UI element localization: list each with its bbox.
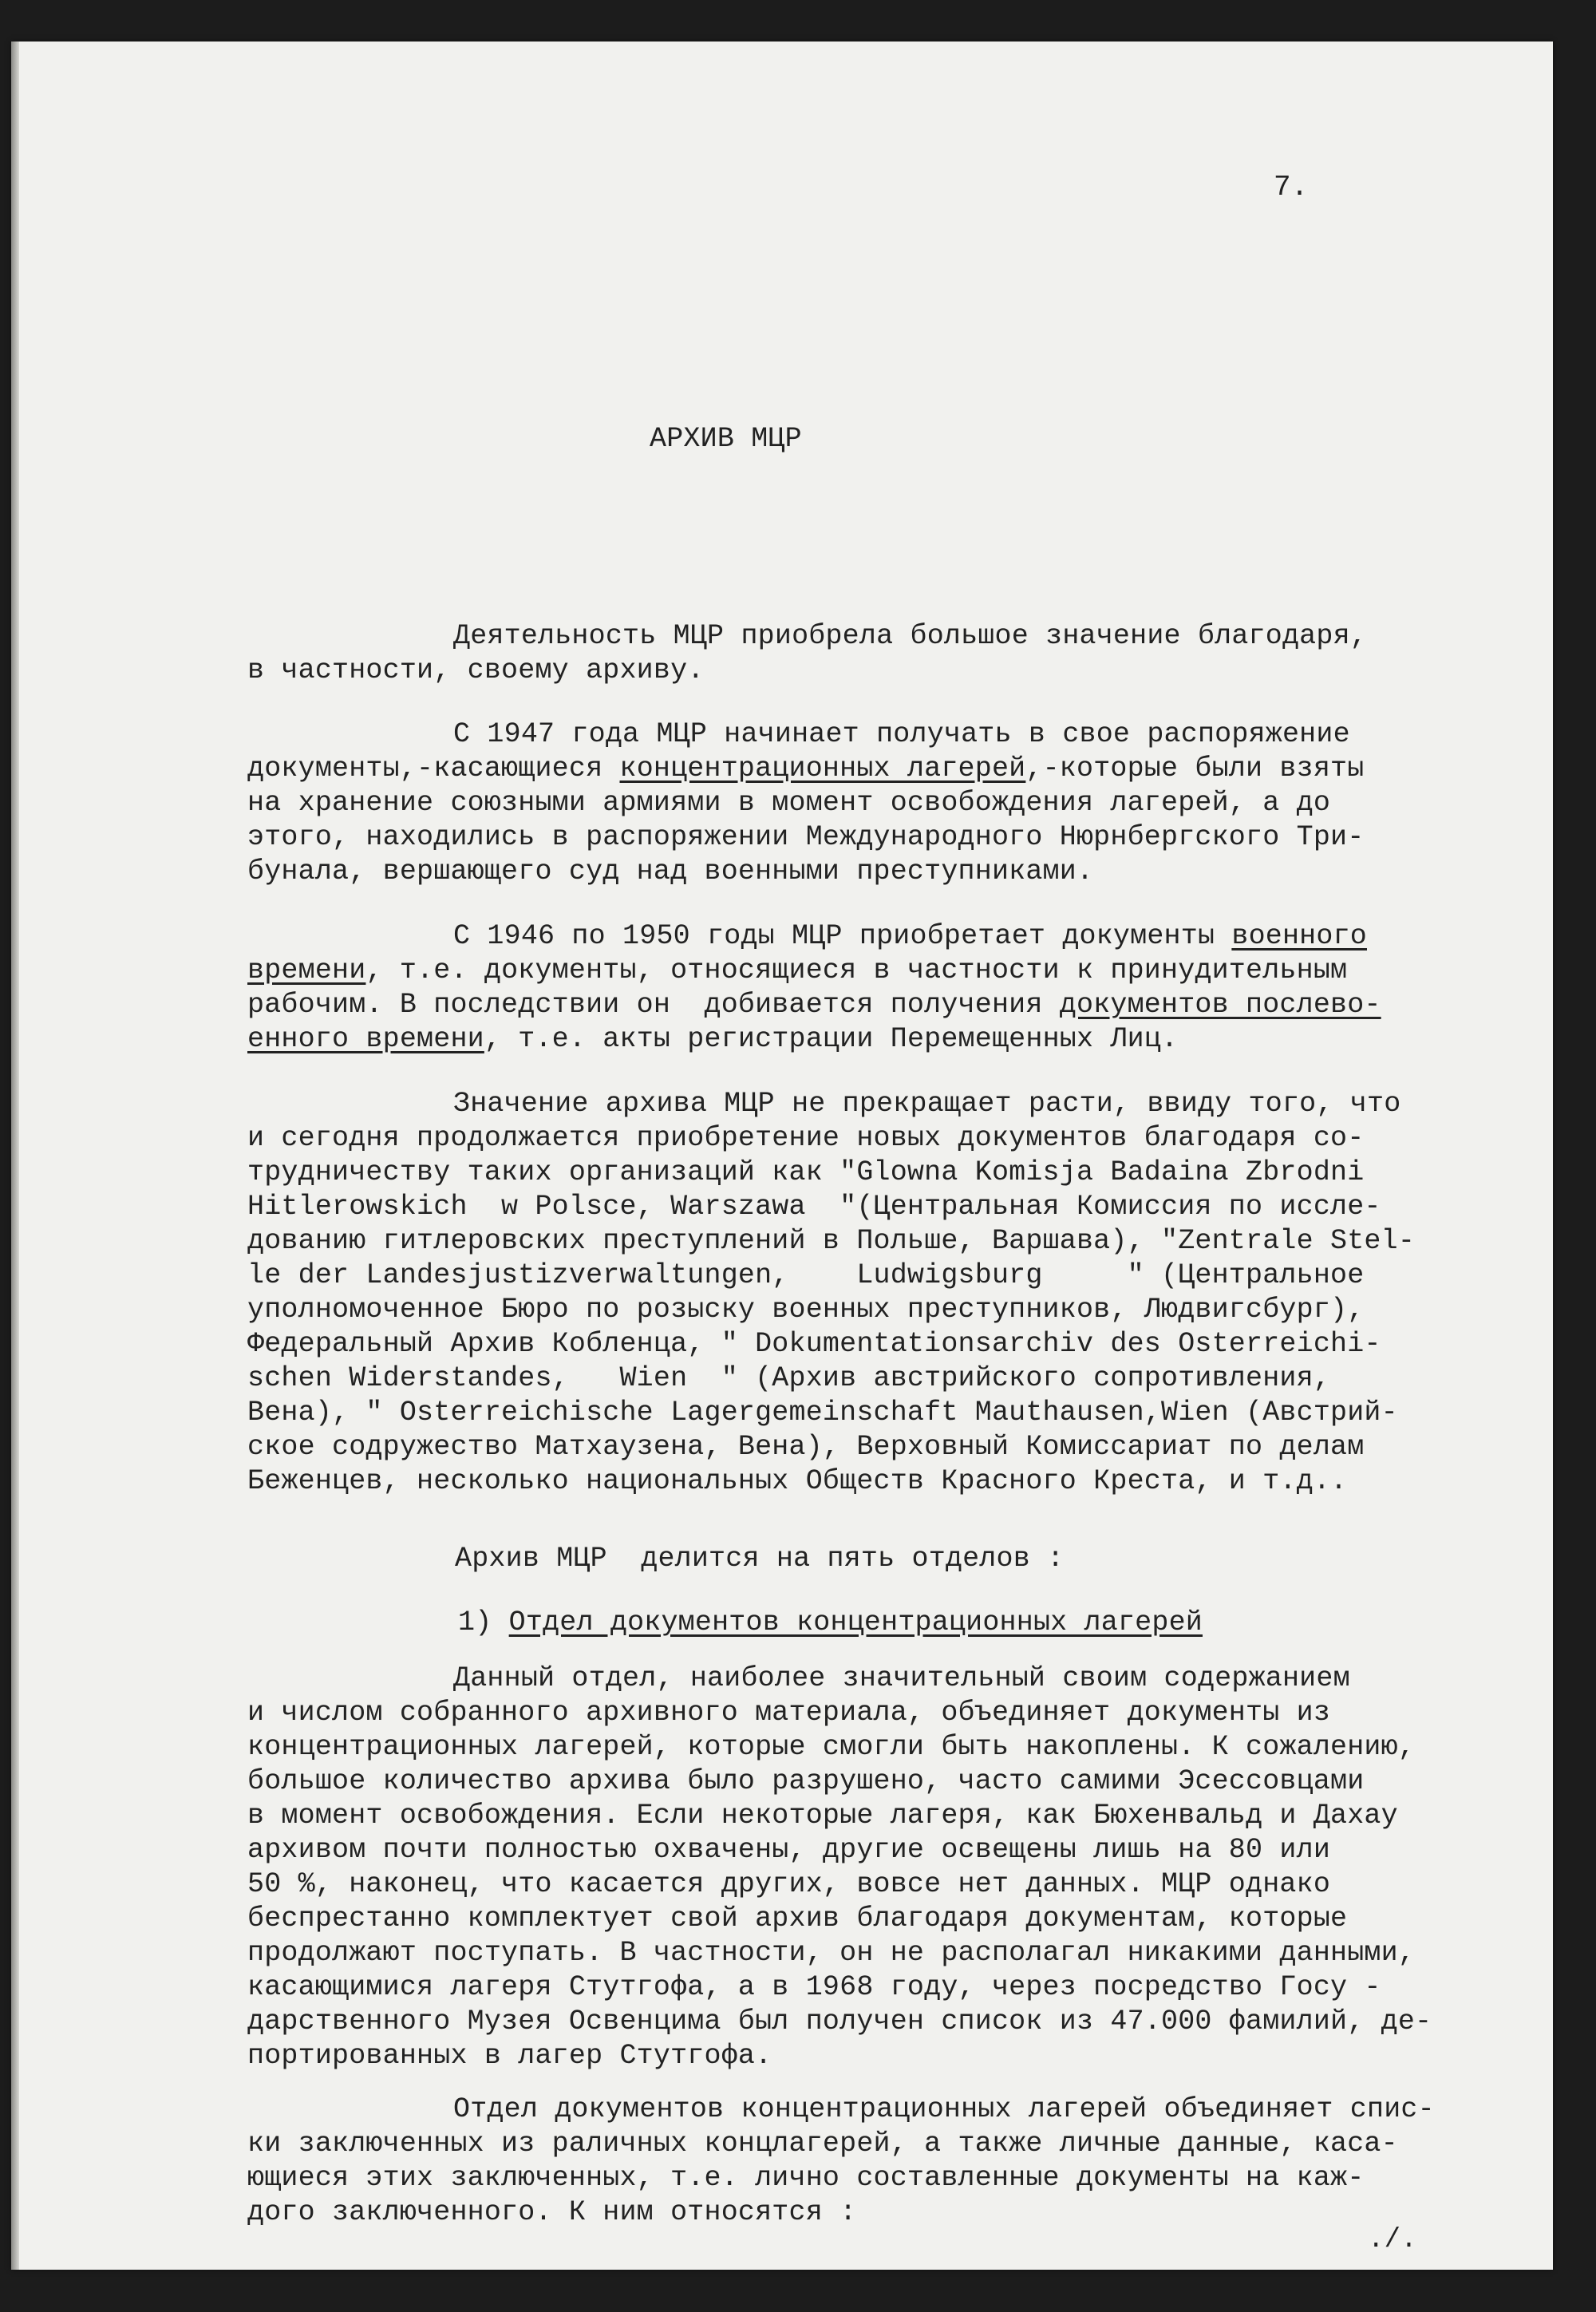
document-page (11, 41, 1553, 2270)
text-line: касающимися лагеря Стутгофа, а в 1968 году, через посредство Госу - (247, 1971, 1381, 2003)
text-line: большое количество архива было разрушено, часто самими Эсессовцами (247, 1765, 1365, 1797)
text-line: Беженцев, несколько национальных Обществ Красного Креста, и т.д.. (247, 1465, 1348, 1497)
section-number: 1) (458, 1607, 492, 1638)
text-line: Федеральный Архив Кобленца, " Dokumentationsarchiv des Osterreichi- (247, 1328, 1381, 1360)
underlined-term: времени (247, 954, 366, 986)
text-line: енного времени, т.е. акты регистрации Перемещенных Лиц. (247, 1023, 1179, 1055)
text-line: Значение архива МЦР не прекращает расти, ввиду того, что (453, 1088, 1401, 1120)
departments-intro: Архив МЦР делится на пять отделов : (455, 1543, 1065, 1575)
text-line: С 1946 по 1950 годы МЦР приобретает документы военного (453, 920, 1367, 952)
text-line: уполномоченное Бюро по розыску военных преступников, Людвигсбург), (247, 1294, 1365, 1326)
text-line: концентрационных лагерей, которые смогли быть накоплены. К сожалению, (247, 1731, 1416, 1763)
paragraph-archive-growth (247, 1087, 1524, 1499)
paragraph-department-description (247, 1662, 1524, 2073)
text-line: беспрестанно комплектует свой архив благодаря документам, которые (247, 1903, 1348, 1935)
text-line: в момент освобождения. Если некоторые лагеря, как Бюхенвальд и Дахау (247, 1800, 1398, 1832)
text-line: документы,-касающиеся концентрационных лагерей,-которые были взяты (247, 753, 1365, 784)
text-line: времени, т.е. документы, относящиеся в частности к принудительным (247, 954, 1348, 986)
text-line: на хранение союзными армиями в момент освобождения лагерей, а до (247, 787, 1331, 819)
underlined-term: енного времени (247, 1023, 484, 1055)
continuation-mark: ./. (1368, 2225, 1417, 2255)
text-line: 50 %, наконец, что касается других, вовсе нет данных. МЦР однако (247, 1868, 1331, 1900)
text-line: этого, находились в распоряжении Международного Нюрнбергского Три- (247, 821, 1365, 853)
section-title: Отдел документов концентрационных лагерей (508, 1607, 1203, 1638)
text-line: Отдел документов концентрационных лагерей объединяет спис- (453, 2093, 1435, 2125)
text-line: продолжают поступать. В частности, он не располагал никакими данными, (247, 1937, 1416, 1969)
text-line: Деятельность МЦР приобрела большое значение благодаря, (453, 620, 1367, 652)
text-line: дого заключенного. К ним относятся : (247, 2196, 857, 2228)
underlined-term: документов послево- (1059, 989, 1381, 1021)
page-number: 7. (1274, 171, 1309, 204)
text-line: дарственного Музея Освенцима был получен список из 47.000 фамилий, де- (247, 2006, 1432, 2037)
text-line: С 1947 года МЦР начинает получать в свое распоряжение (453, 718, 1350, 750)
text-line: в частности, своему архиву. (247, 654, 705, 686)
text-line: Данный отдел, наиболее значительный своим содержанием (453, 1662, 1350, 1694)
text-line: портированных в лагер Стутгофа. (247, 2040, 772, 2072)
text-line: schen Widerstandes, Wien " (Архив австрийского сопротивления, (247, 1362, 1331, 1394)
paragraph-1947 (247, 717, 1524, 889)
paragraph-intro (247, 619, 1524, 688)
text-line: рабочим. В последствии он добивается получения документов послево- (247, 989, 1381, 1021)
text-line: и числом собранного архивного материала, объединяет документы из (247, 1697, 1331, 1729)
text-line: le der Landesjustizverwaltungen, Ludwigsburg " (Центральное (247, 1259, 1365, 1291)
text-line: Вена), " Osterreichische Lagergemeinschaft Mauthausen,Wien (Австрий- (247, 1397, 1398, 1429)
paragraph-department-contents (247, 2093, 1524, 2230)
text-line: Hitlerowskich w Polsce, Warszawa "(Центральная Комиссия по иссле- (247, 1191, 1381, 1223)
underlined-term: военного (1231, 920, 1367, 952)
text-line: ское содружество Матхаузена, Вена), Верховный Комиссариат по делам (247, 1431, 1365, 1463)
underlined-term: концентрационных лагерей (619, 753, 1026, 784)
typewritten-sheet (11, 41, 1553, 2270)
text-line: ки заключенных из раличных концлагерей, а также личные данные, каса- (247, 2128, 1398, 2160)
text-line: трудничеству таких организаций как "Glowna Komisja Badaina Zbrodni (247, 1156, 1365, 1188)
text-line: бунала, вершающего суд над военными преступниками. (247, 856, 1094, 887)
text-line: дованию гитлеровских преступлений в Польше, Варшава), "Zentrale Stel- (247, 1225, 1416, 1257)
section-heading (458, 1606, 1596, 1640)
paragraph-1946 (247, 919, 1524, 1057)
text-line: архивом почти полностью охвачены, другие освещены лишь на 80 или (247, 1834, 1331, 1866)
text-line: и сегодня продолжается приобретение новых документов благодаря со- (247, 1122, 1365, 1154)
text-line: ющиеся этих заключенных, т.е. лично составленные документы на каж- (247, 2162, 1365, 2194)
page-title: АРХИВ МЦР (650, 423, 802, 455)
